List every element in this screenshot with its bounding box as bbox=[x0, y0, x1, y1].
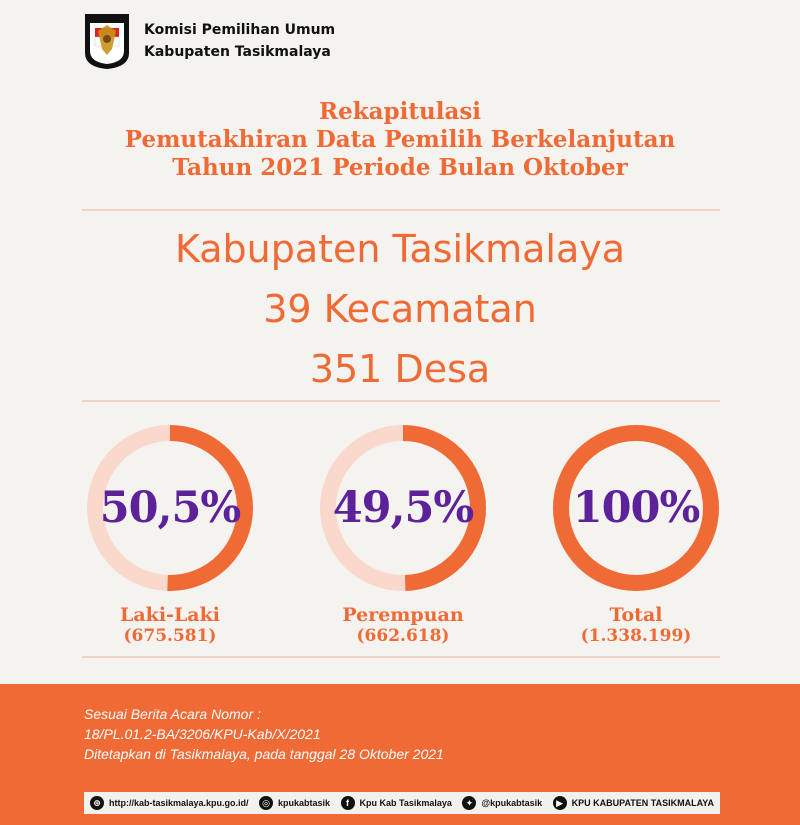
social-website-text: http://kab-tasikmalaya.kpu.go.id/ bbox=[109, 798, 249, 808]
header bbox=[82, 10, 335, 72]
social-twitter-text: @kpukabtasik bbox=[481, 798, 543, 808]
social-youtube[interactable] bbox=[553, 796, 714, 810]
gauge-total bbox=[546, 418, 726, 598]
kpu-logo bbox=[82, 11, 132, 71]
count-laki-laki: (675.581) bbox=[123, 626, 217, 646]
social-instagram[interactable] bbox=[259, 796, 330, 810]
org-region: Kabupaten Tasikmalaya bbox=[144, 44, 331, 60]
social-facebook[interactable] bbox=[341, 796, 452, 810]
divider-middle bbox=[82, 400, 720, 402]
social-youtube-text: KPU KABUPATEN TASIKMALAYA bbox=[571, 798, 714, 808]
globe-icon: ⊕ bbox=[90, 796, 104, 810]
social-website[interactable] bbox=[90, 796, 249, 810]
stat-total bbox=[546, 418, 726, 646]
region-name: Kabupaten Tasikmalaya bbox=[174, 227, 626, 271]
count-perempuan: (662.618) bbox=[356, 626, 450, 646]
stat-perempuan bbox=[313, 418, 493, 646]
gauge-perempuan bbox=[313, 418, 493, 598]
twitter-icon: ✦ bbox=[462, 796, 476, 810]
social-instagram-text: kpukabtasik bbox=[278, 798, 331, 808]
desa-count: 351 Desa bbox=[309, 347, 491, 391]
reference-block bbox=[84, 704, 444, 764]
social-twitter[interactable] bbox=[462, 796, 542, 810]
count-total: (1.338.199) bbox=[580, 626, 692, 646]
percent-laki-laki: 50,5% bbox=[99, 483, 241, 533]
kecamatan-count: 39 Kecamatan bbox=[263, 287, 537, 331]
percent-total: 100% bbox=[572, 483, 700, 533]
percent-perempuan: 49,5% bbox=[332, 483, 474, 533]
stat-laki-laki bbox=[80, 418, 260, 646]
title-line-3: Tahun 2021 Periode Bulan Oktober bbox=[172, 154, 628, 181]
label-perempuan: Perempuan bbox=[342, 604, 464, 626]
page-title bbox=[0, 98, 800, 182]
footer bbox=[0, 684, 800, 825]
facebook-icon: f bbox=[341, 796, 355, 810]
reference-date: Ditetapkan di Tasikmalaya, pada tanggal 28 Oktober 2021 bbox=[84, 746, 444, 762]
label-laki-laki: Laki-Laki bbox=[120, 604, 220, 626]
social-bar bbox=[84, 792, 720, 814]
youtube-icon: ▶ bbox=[553, 796, 567, 810]
reference-line-1: Sesuai Berita Acara Nomor : bbox=[84, 706, 261, 722]
gauge-laki-laki bbox=[80, 418, 260, 598]
title-line-2: Pemutakhiran Data Pemilih Berkelanjutan bbox=[124, 126, 676, 153]
divider-top bbox=[82, 209, 720, 211]
divider-bottom bbox=[82, 656, 720, 658]
org-name: Komisi Pemilihan Umum bbox=[144, 22, 336, 38]
title-line-1: Rekapitulasi bbox=[318, 98, 482, 125]
reference-number: 18/PL.01.2-BA/3206/KPU-Kab/X/2021 bbox=[84, 726, 321, 742]
instagram-icon: ◎ bbox=[259, 796, 273, 810]
social-facebook-text: Kpu Kab Tasikmalaya bbox=[359, 798, 452, 808]
label-total: Total bbox=[609, 604, 663, 626]
